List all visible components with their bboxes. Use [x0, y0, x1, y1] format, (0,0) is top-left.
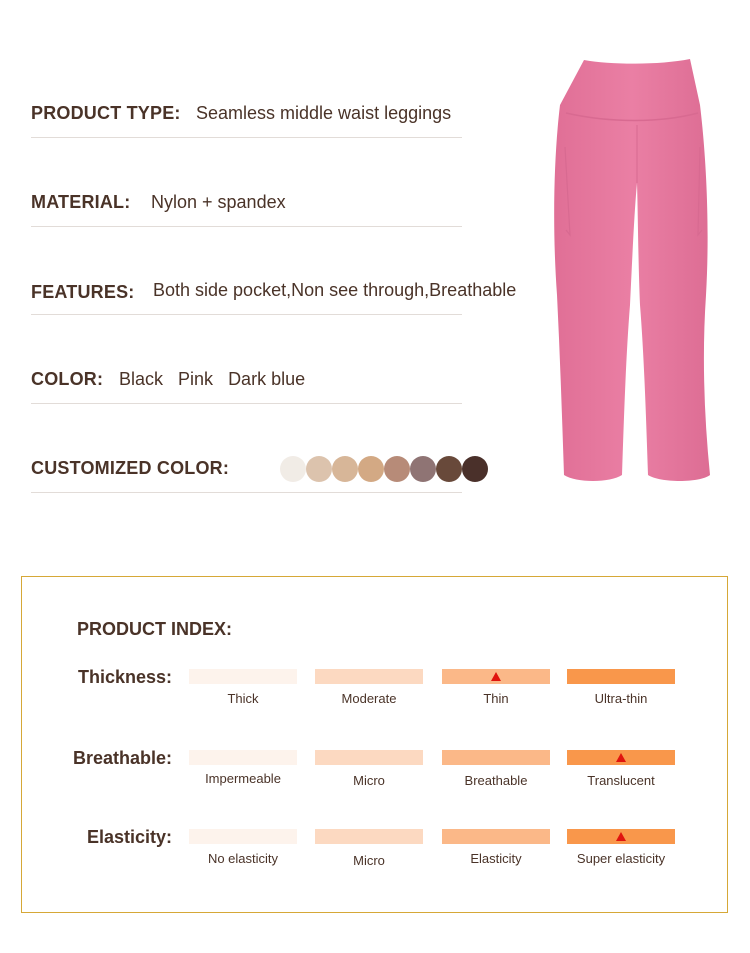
metric-row	[22, 748, 727, 808]
index-level-label: Thin	[483, 691, 509, 706]
index-bar	[567, 829, 675, 844]
index-bar	[315, 750, 423, 765]
product-index-title: PRODUCT INDEX:	[77, 619, 233, 639]
index-level-label: No elasticity	[207, 851, 279, 866]
index-level-label: Impermeable	[205, 771, 281, 786]
color-swatch	[332, 456, 358, 482]
index-bar	[442, 829, 550, 844]
color-swatch	[436, 456, 462, 482]
spec-label: FEATURES:	[31, 282, 135, 302]
index-bar	[567, 669, 675, 684]
index-bar	[567, 750, 675, 765]
index-bar	[189, 669, 297, 684]
metric-label: Thickness:	[77, 667, 172, 687]
spec-value: Nylon + spandex	[151, 192, 286, 212]
index-bar	[442, 669, 550, 684]
index-bar	[442, 750, 550, 765]
index-level-label: Elasticity	[470, 851, 522, 866]
spec-value: Both side pocket,Non see through,Breathable	[153, 280, 517, 300]
metric-row	[22, 667, 727, 727]
metric-label: Elasticity:	[86, 827, 172, 847]
index-level-label: Translucent	[587, 773, 655, 788]
color-swatch	[410, 456, 436, 482]
index-bar	[315, 669, 423, 684]
spec-features	[31, 268, 517, 315]
leggings-image	[540, 55, 730, 485]
color-option-dark-blue: Dark blue	[228, 369, 306, 389]
selected-marker-icon	[491, 672, 501, 681]
spec-customized-color	[31, 446, 462, 493]
color-swatch	[358, 456, 384, 482]
color-swatch	[462, 456, 488, 482]
index-level-label: Ultra-thin	[594, 691, 648, 706]
color-values	[119, 369, 315, 390]
spec-product-type	[31, 91, 462, 138]
index-level-label: Thick	[227, 691, 259, 706]
color-option-pink: Pink	[178, 369, 214, 389]
index-level-label: Micro	[353, 773, 385, 788]
spec-label: MATERIAL:	[31, 192, 131, 212]
spec-label: CUSTOMIZED COLOR:	[31, 458, 230, 478]
color-option-black: Black	[119, 369, 164, 389]
index-bar	[315, 829, 423, 844]
spec-material	[31, 180, 462, 227]
spec-value: Seamless middle waist leggings	[196, 103, 452, 123]
index-level-label: Micro	[353, 853, 385, 868]
metric-row	[22, 827, 727, 887]
selected-marker-icon	[616, 832, 626, 841]
metric-label: Breathable:	[72, 748, 172, 768]
color-swatch	[306, 456, 332, 482]
selected-marker-icon	[616, 753, 626, 762]
index-bar	[189, 829, 297, 844]
leggings-body	[554, 59, 710, 481]
spec-color	[31, 357, 462, 404]
index-level-label: Super elasticity	[576, 851, 666, 866]
spec-label: COLOR:	[31, 369, 104, 389]
product-index-panel	[21, 576, 728, 913]
index-level-label: Moderate	[341, 691, 397, 706]
index-bar	[189, 750, 297, 765]
index-level-label: Breathable	[464, 773, 528, 788]
color-swatch	[384, 456, 410, 482]
spec-label: PRODUCT TYPE:	[31, 103, 181, 123]
color-swatch	[280, 456, 306, 482]
